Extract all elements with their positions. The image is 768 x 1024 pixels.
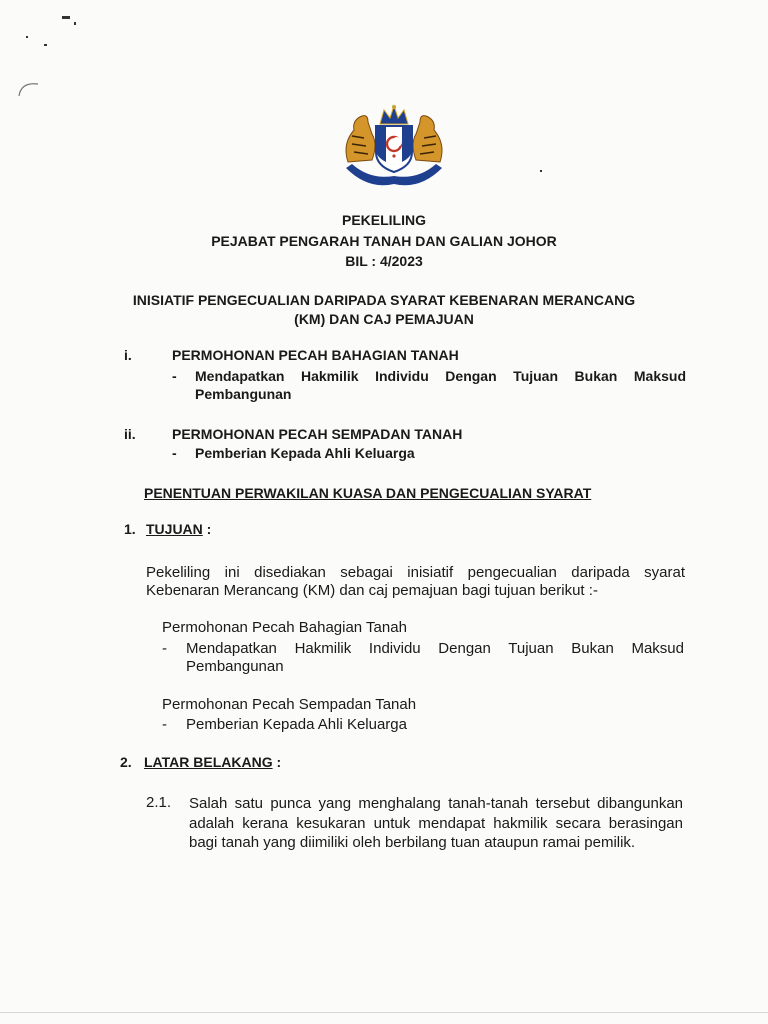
subsection-number: 2.1.	[146, 794, 172, 811]
scan-speck	[44, 44, 47, 46]
list-item-line: Pemberian Kepada Ahli Keluarga	[186, 716, 407, 733]
punch-hole-mark	[16, 78, 42, 98]
scan-speck	[26, 36, 28, 38]
section-number: 1.	[124, 521, 136, 537]
section-title-colon: :	[276, 754, 282, 770]
scan-speck	[62, 16, 70, 19]
item-sub-line: Mendapatkan Hakmilik Individu Dengan Tujuan Bukan Maksud	[195, 368, 686, 384]
item-title: PERMOHONAN PECAH SEMPADAN TANAH	[172, 426, 463, 442]
subject-line-1: INISIATIF PENGECUALIAN DARIPADA SYARAT KEBENARAN MERANCANG	[132, 292, 636, 308]
doc-type: PEKELILING	[341, 212, 426, 228]
paragraph-line: adalah kerana kesukaran untuk mendapat hakmilik secara berasingan	[189, 815, 683, 832]
item-number: ii.	[124, 426, 136, 442]
paragraph-line: Salah satu punca yang menghalang tanah-tanah tersebut dibangunkan	[189, 795, 683, 812]
issuing-office: PEJABAT PENGARAH TANAH DAN GALIAN JOHOR	[211, 233, 557, 249]
section-title-text: LATAR BELAKANG	[144, 754, 273, 770]
item-dash: -	[172, 368, 177, 384]
paragraph-line: Kebenaran Merancang (KM) dan caj pemajuan bagi tujuan berikut :-	[146, 582, 598, 599]
section-number: 2.	[120, 754, 132, 770]
section-title-colon: :	[206, 521, 212, 537]
list-item-line: Pembangunan	[186, 658, 284, 675]
list-heading: Permohonan Pecah Bahagian Tanah	[162, 619, 407, 636]
item-dash: -	[172, 445, 177, 461]
paragraph-line: Pekeliling ini disediakan sebagai inisiatif pengecualian daripada syarat	[146, 564, 685, 581]
section-title-text: TUJUAN	[146, 521, 203, 537]
list-dash: -	[162, 716, 167, 733]
section-heading: PENENTUAN PERWAKILAN KUASA DAN PENGECUALIAN SYARAT	[144, 485, 592, 501]
item-sub-line: Pembangunan	[195, 386, 292, 402]
scan-speck	[540, 170, 542, 172]
list-item-line: Mendapatkan Hakmilik Individu Dengan Tujuan Bukan Maksud	[186, 640, 684, 657]
list-heading: Permohonan Pecah Sempadan Tanah	[162, 696, 417, 713]
list-dash: -	[162, 640, 167, 657]
item-sub-line: Pemberian Kepada Ahli Keluarga	[195, 445, 415, 461]
scan-speck	[74, 22, 76, 25]
paragraph-line: bagi tanah yang diimiliki oleh berbilang tuan ataupun ramai pemilik.	[189, 834, 636, 851]
item-number: i.	[124, 347, 132, 363]
section-title	[146, 520, 211, 538]
subject-line-2: (KM) DAN CAJ PEMAJUAN	[294, 311, 474, 327]
page-edge-line	[0, 1012, 768, 1013]
item-title: PERMOHONAN PECAH BAHAGIAN TANAH	[172, 347, 459, 363]
johor-state-crest	[338, 104, 450, 190]
section-title	[144, 753, 281, 771]
circular-number: BIL : 4/2023	[345, 253, 423, 269]
